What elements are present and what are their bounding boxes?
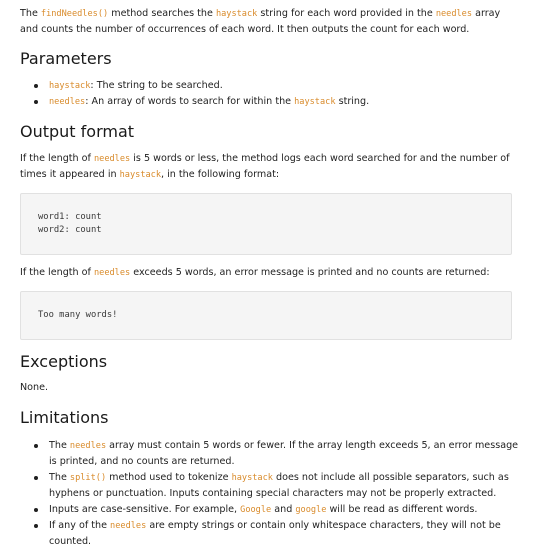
list-item bbox=[49, 94, 519, 110]
paragraph-text: If the length of bbox=[20, 267, 94, 278]
inline-code: haystack bbox=[294, 97, 336, 107]
inline-code: needles bbox=[93, 154, 131, 164]
list-item-text: string. bbox=[335, 96, 370, 107]
list-item-text: and bbox=[271, 504, 296, 515]
output-format-heading: Output format bbox=[20, 122, 135, 141]
inline-code: haystack bbox=[119, 170, 162, 180]
intro-text: method searches the bbox=[108, 8, 216, 19]
limitations-list bbox=[20, 438, 519, 550]
inline-code: haystack bbox=[49, 81, 91, 91]
code-block bbox=[20, 291, 512, 340]
list-item-text: method used to tokenize bbox=[106, 472, 232, 483]
paragraph-text: If the length of bbox=[20, 153, 94, 164]
intro-text: The bbox=[20, 8, 41, 19]
paragraph-text: is 5 words or less, the method logs each word searched for and the number of times it appeared in bbox=[20, 153, 510, 180]
inline-code: google bbox=[295, 505, 327, 515]
inline-code: needles bbox=[69, 441, 107, 451]
inline-code: needles bbox=[435, 9, 473, 19]
parameters-heading: Parameters bbox=[20, 49, 112, 68]
inline-code: needles bbox=[110, 521, 147, 531]
code-block-content: word1: count word2: count bbox=[38, 212, 102, 235]
inline-code: Google bbox=[240, 505, 272, 515]
limitations-heading: Limitations bbox=[20, 408, 109, 427]
list-item-text: The bbox=[49, 472, 70, 483]
inline-code: findNeedles() bbox=[40, 9, 109, 19]
list-item-text: Inputs are case-sensitive. For example, bbox=[49, 504, 241, 515]
paragraph-text: exceeds 5 words, an error message is printed and no counts are returned: bbox=[130, 267, 490, 278]
code-block bbox=[20, 193, 512, 255]
list-item-text: does not include all possible separators, such as hyphens or punctuation. Inputs containing special characters may not be properly extracted. bbox=[49, 472, 509, 499]
intro-paragraph bbox=[20, 6, 516, 38]
exceptions-text: None. bbox=[20, 382, 49, 393]
intro-text: array and counts the number of occurrences of each word. It then outputs the count for each word. bbox=[20, 8, 501, 35]
list-item-text: If any of the bbox=[49, 520, 111, 531]
output-format-error-paragraph bbox=[20, 265, 516, 281]
list-item-text: : An array of words to search for within the bbox=[85, 96, 295, 107]
inline-code: haystack bbox=[215, 9, 258, 19]
list-item bbox=[49, 502, 519, 518]
inline-code: haystack bbox=[231, 473, 273, 483]
list-item-text: array must contain 5 words or fewer. If the array length exceeds 5, an error message is printed, and no counts are returned. bbox=[49, 440, 519, 467]
code-block-content: Too many words! bbox=[38, 310, 118, 320]
output-format-paragraph bbox=[20, 151, 516, 183]
inline-code: needles bbox=[49, 97, 86, 107]
list-item-text: are empty strings or contain only whitespace characters, they will not be counted. bbox=[49, 520, 501, 547]
intro-text: string for each word provided in the bbox=[257, 8, 436, 19]
parameters-list bbox=[20, 78, 519, 110]
list-item bbox=[49, 78, 519, 94]
list-item bbox=[49, 518, 519, 550]
list-item bbox=[49, 470, 519, 502]
inline-code: split() bbox=[69, 473, 107, 483]
inline-code: needles bbox=[93, 268, 131, 278]
list-item-text: will be read as different words. bbox=[326, 504, 478, 515]
list-item bbox=[49, 438, 519, 470]
exceptions-heading: Exceptions bbox=[20, 352, 108, 371]
list-item-text: : The string to be searched. bbox=[90, 80, 223, 91]
paragraph-text: , in the following format: bbox=[161, 169, 280, 180]
list-item-text: The bbox=[49, 440, 70, 451]
